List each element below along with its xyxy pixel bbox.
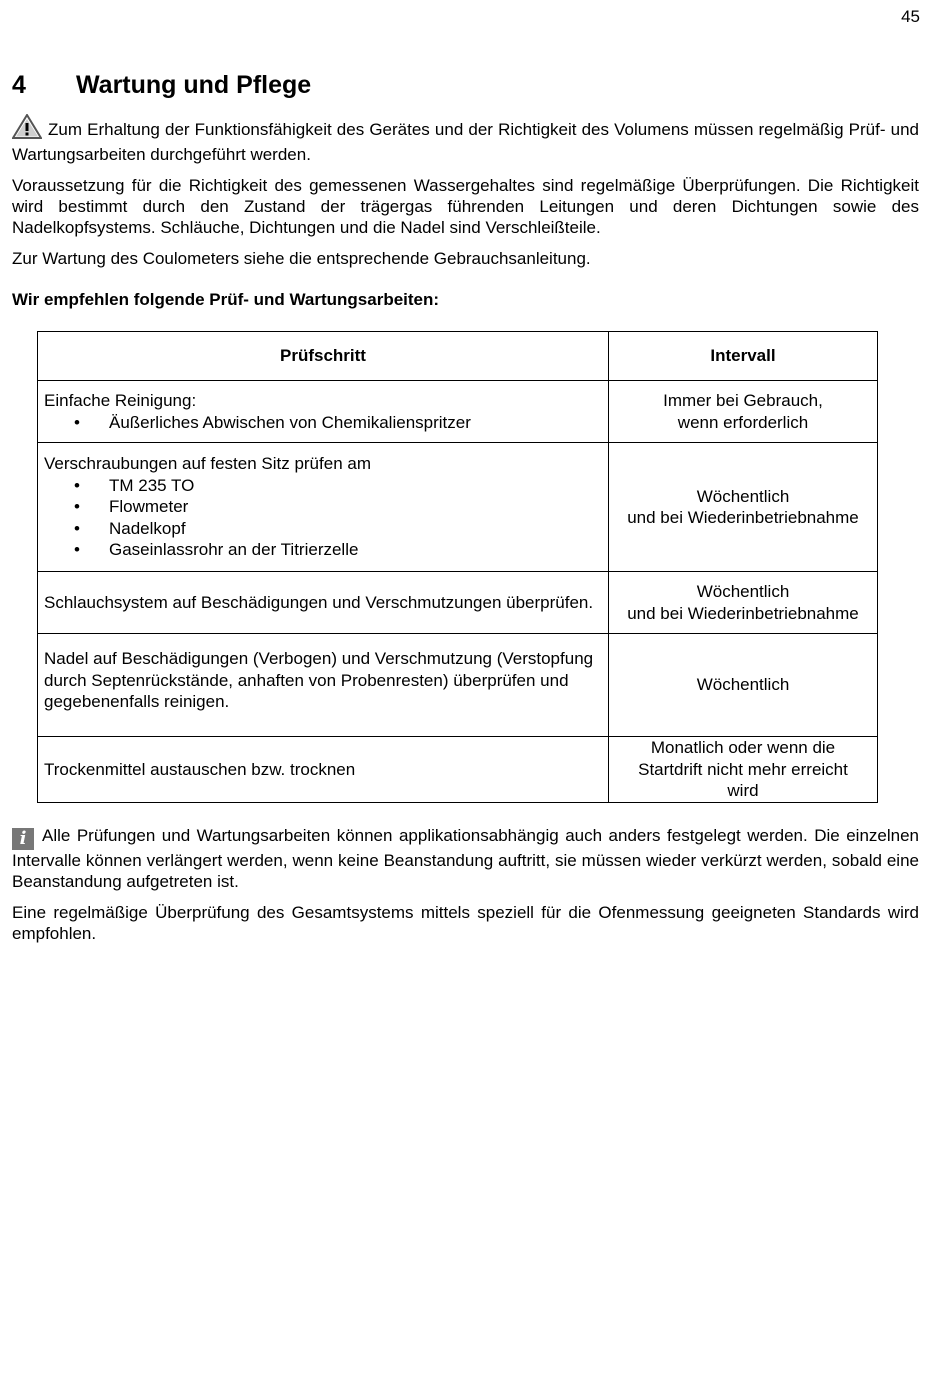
step-bullets [44, 475, 602, 561]
section-heading [12, 70, 311, 100]
paragraph-requirements: Voraussetzung für die Richtigkeit des gemessenen Wassergehaltes sind regelmäßige Überprüfungen. Die Richtigkeit wird bestimmt durch den Zustand der trägergas führenden Leitungen und deren Dichtungen sowie des Nadelkopfsystems. Schläuche, Dichtungen und die Nadel sind Verschleißteile. [12, 176, 919, 237]
list-item: • Äußerliches Abwischen von Chemikalienspritzer [44, 412, 602, 434]
interval-cell [609, 737, 878, 803]
maintenance-table [37, 331, 878, 803]
table-row [38, 572, 878, 634]
interval-line: Monatlich oder wenn die [650, 738, 836, 757]
warning-triangle-icon [12, 114, 42, 144]
info-icon: i [12, 828, 34, 850]
info-text: Alle Prüfungen und Wartungsarbeiten können applikationsabhängig auch anders festgelegt werden. Die einzelnen Intervalle können verlängert werden, wenn keine Beanstandung auftritt, sie müssen wieder verkürzt werden, sobald eine Beanstandung aufgetreten ist. [12, 825, 919, 891]
interval-line: Startdrift nicht mehr erreicht [638, 759, 848, 779]
interval-cell [609, 572, 878, 634]
list-item: • Flowmeter [44, 496, 602, 518]
step-cell [38, 634, 609, 737]
interval-line: und bei Wiederinbetriebnahme [627, 508, 859, 527]
interval-cell [609, 381, 878, 443]
table-header-row [38, 332, 878, 381]
list-item: • TM 235 TO [44, 475, 602, 497]
step-cell [38, 572, 609, 634]
interval-line: Immer bei Gebrauch, [663, 391, 823, 410]
paragraph-coulometer: Zur Wartung des Coulometers siehe die entsprechende Gebrauchsanleitung. [12, 249, 591, 268]
interval-line: Wöchentlich [696, 675, 790, 695]
warning-paragraph [12, 114, 919, 165]
recommendation-heading: Wir empfehlen folgende Prüf- und Wartungsarbeiten: [12, 290, 440, 309]
step-text: Nadel auf Beschädigungen (Verbogen) und Verschmutzung (Verstopfung durch Septenrückstände, anhaften von Probenresten) überprüfen und gegebenenfalls reinigen. [44, 649, 594, 711]
header-pruefschritt: Prüfschritt [38, 332, 609, 381]
interval-line: und bei Wiederinbetriebnahme [627, 603, 859, 623]
interval-line: Wöchentlich [696, 582, 790, 601]
step-cell [38, 381, 609, 443]
list-item: • Nadelkopf [44, 518, 602, 540]
step-cell [38, 443, 609, 572]
list-item: • Gaseinlassrohr an der Titrierzelle [44, 539, 602, 561]
table-row [38, 737, 878, 803]
info-paragraph [12, 825, 919, 892]
interval-line: Wöchentlich [696, 486, 790, 506]
warning-text: Zum Erhaltung der Funktionsfähigkeit des Gerätes und der Richtigkeit des Volumens müssen regelmäßig Prüf- und Wartungsarbeiten durchgeführt werden. [12, 120, 919, 164]
table-row [38, 443, 878, 572]
step-text: Trockenmittel austauschen bzw. trocknen [44, 759, 356, 779]
interval-cell [609, 634, 878, 737]
interval-line: wird [727, 781, 759, 800]
interval-cell [609, 443, 878, 572]
section-title: Wartung und Pflege [76, 71, 312, 99]
step-cell [38, 737, 609, 803]
step-text: Schlauchsystem auf Beschädigungen und Verschmutzungen überprüfen. [44, 592, 594, 612]
page-content [12, 114, 919, 954]
page-number: 45 [901, 7, 920, 26]
section-number: 4 [12, 71, 26, 99]
step-bullets [44, 412, 602, 434]
header-intervall: Intervall [609, 332, 878, 381]
step-text: Verschraubungen auf festen Sitz prüfen am [44, 454, 371, 474]
table-row [38, 381, 878, 443]
interval-line: wenn erforderlich [677, 412, 809, 432]
table-row [38, 634, 878, 737]
step-text: Einfache Reinigung: [44, 391, 197, 410]
paragraph-system-check: Eine regelmäßige Überprüfung des Gesamtsystems mittels speziell für die Ofenmessung geeigneten Standards wird empfohlen. [12, 902, 919, 943]
